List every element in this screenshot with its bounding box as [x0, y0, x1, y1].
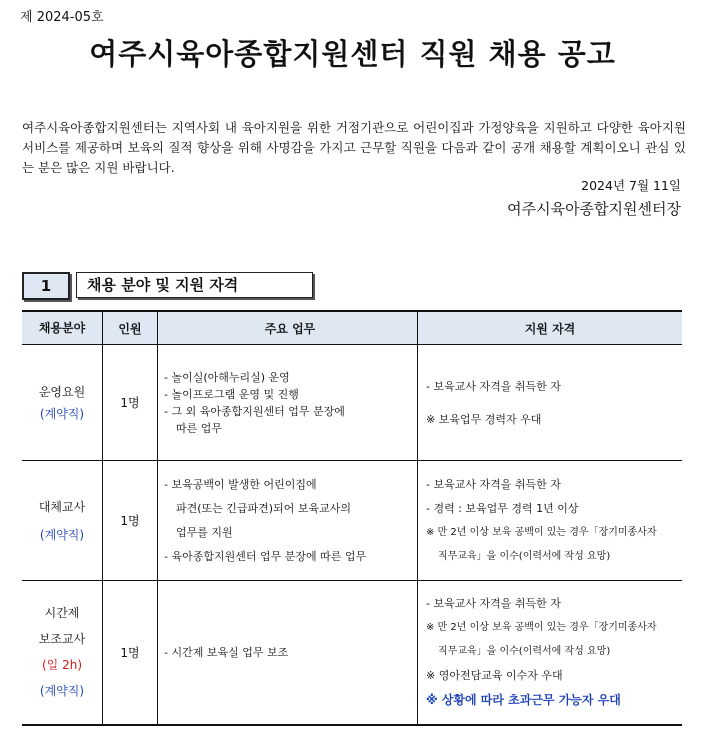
duty-item: - 놀이실(아해누리실) 운영: [164, 370, 290, 384]
qualification-item: - 보육교사 자격을 취득한 자: [426, 379, 561, 393]
recruitment-table: [22, 310, 682, 726]
duty-item: - 보육공백이 발생한 어린이집에: [164, 477, 317, 491]
qualification-item: 직무교육」을 이수(이력서에 작성 요망): [438, 646, 611, 658]
table-header-row: [22, 311, 682, 345]
category-name: 대체교사: [38, 499, 86, 514]
category-name: 보조교사: [38, 632, 86, 647]
qualification-item: - 보육교사 자격을 취득한 자: [426, 477, 561, 491]
row-category: [22, 581, 103, 725]
category-name: 시간제: [44, 606, 80, 621]
row-count: 1명: [103, 581, 158, 725]
duty-item: - 육아종합지원센터 업무 분장에 따른 업무: [164, 549, 367, 563]
qualification-item: ※ 영아전담교육 이수자 우대: [426, 669, 563, 683]
duty-item: 파견(또는 긴급파견)되어 보육교사의: [176, 501, 351, 515]
row-count: 1명: [103, 461, 158, 581]
row-category: [22, 345, 103, 461]
working-hours: (일 2h): [41, 658, 82, 673]
qualification-item: ※ 만 2년 이상 보육 공백이 있는 경우「장기미종사자: [426, 622, 657, 634]
qualification-item: - 경력 : 보육업무 경력 1년 이상: [426, 501, 579, 515]
document-number: 제 2024-05호: [20, 10, 104, 25]
duty-item: - 놀이프로그램 운영 및 진행: [164, 387, 299, 401]
duty-item: 업무를 지원: [176, 525, 233, 539]
row-duties: [158, 461, 418, 581]
row-duties: [158, 581, 418, 725]
intro-paragraph: [22, 118, 686, 178]
header-count: 인원: [103, 311, 158, 345]
row-qualifications: [418, 345, 683, 461]
qualification-item: ※ 보육업무 경력자 우대: [426, 412, 542, 426]
page-title: 여주시육아종합지원센터 직원 채용 공고: [89, 37, 616, 71]
duty-item: - 시간제 보육실 업무 보조: [164, 645, 289, 659]
duty-item: - 그 외 육아종합지원센터 업무 분장에: [164, 404, 345, 418]
row-duties: [158, 345, 418, 461]
row-qualifications: [418, 581, 683, 725]
table-row: [22, 461, 682, 581]
header-qualifications: 지원 자격: [418, 311, 683, 345]
row-count: 1명: [103, 345, 158, 461]
duty-item: 따른 업무: [176, 421, 223, 435]
qualification-item: ※ 만 2년 이상 보육 공백이 있는 경우「장기미종사자: [426, 526, 657, 538]
table-row: [22, 581, 682, 725]
row-category: [22, 461, 103, 581]
row-qualifications: [418, 461, 683, 581]
table-row: [22, 345, 682, 461]
contract-type: (계약직): [39, 527, 85, 542]
category-name: 운영요원: [38, 384, 86, 399]
section-number-badge: 1: [22, 272, 70, 300]
qualification-emphasis: ※ 상황에 따라 초과근무 가능자 우대: [426, 693, 621, 708]
announcement-date: 2024년 7월 11일: [581, 178, 681, 193]
contract-type: (계약직): [39, 684, 85, 699]
contract-type: (계약직): [39, 406, 85, 421]
qualification-item: 직무교육」을 이수(이력서에 작성 요망): [438, 550, 611, 562]
intro-text: 여주시육아종합지원센터는 지역사회 내 육아지원을 위한 거점기관으로 어린이집과 가정양육을 지원하고 다양한 육아지원 서비스를 제공하며 보육의 질적 향상을 위해 사명감을 가지고 근무할 직원을 다음과 같이 공개 채용할 계획이오니 관심 있는 분은 많은 지원 바랍니다.: [22, 120, 686, 175]
issuing-organization: 여주시육아종합지원센터장: [507, 200, 681, 218]
qualification-item: - 보육교사 자격을 취득한 자: [426, 597, 561, 611]
header-category: 채용분야: [22, 311, 103, 345]
header-duties: 주요 업무: [158, 311, 418, 345]
section-title: 채용 분야 및 지원 자격: [76, 272, 313, 298]
